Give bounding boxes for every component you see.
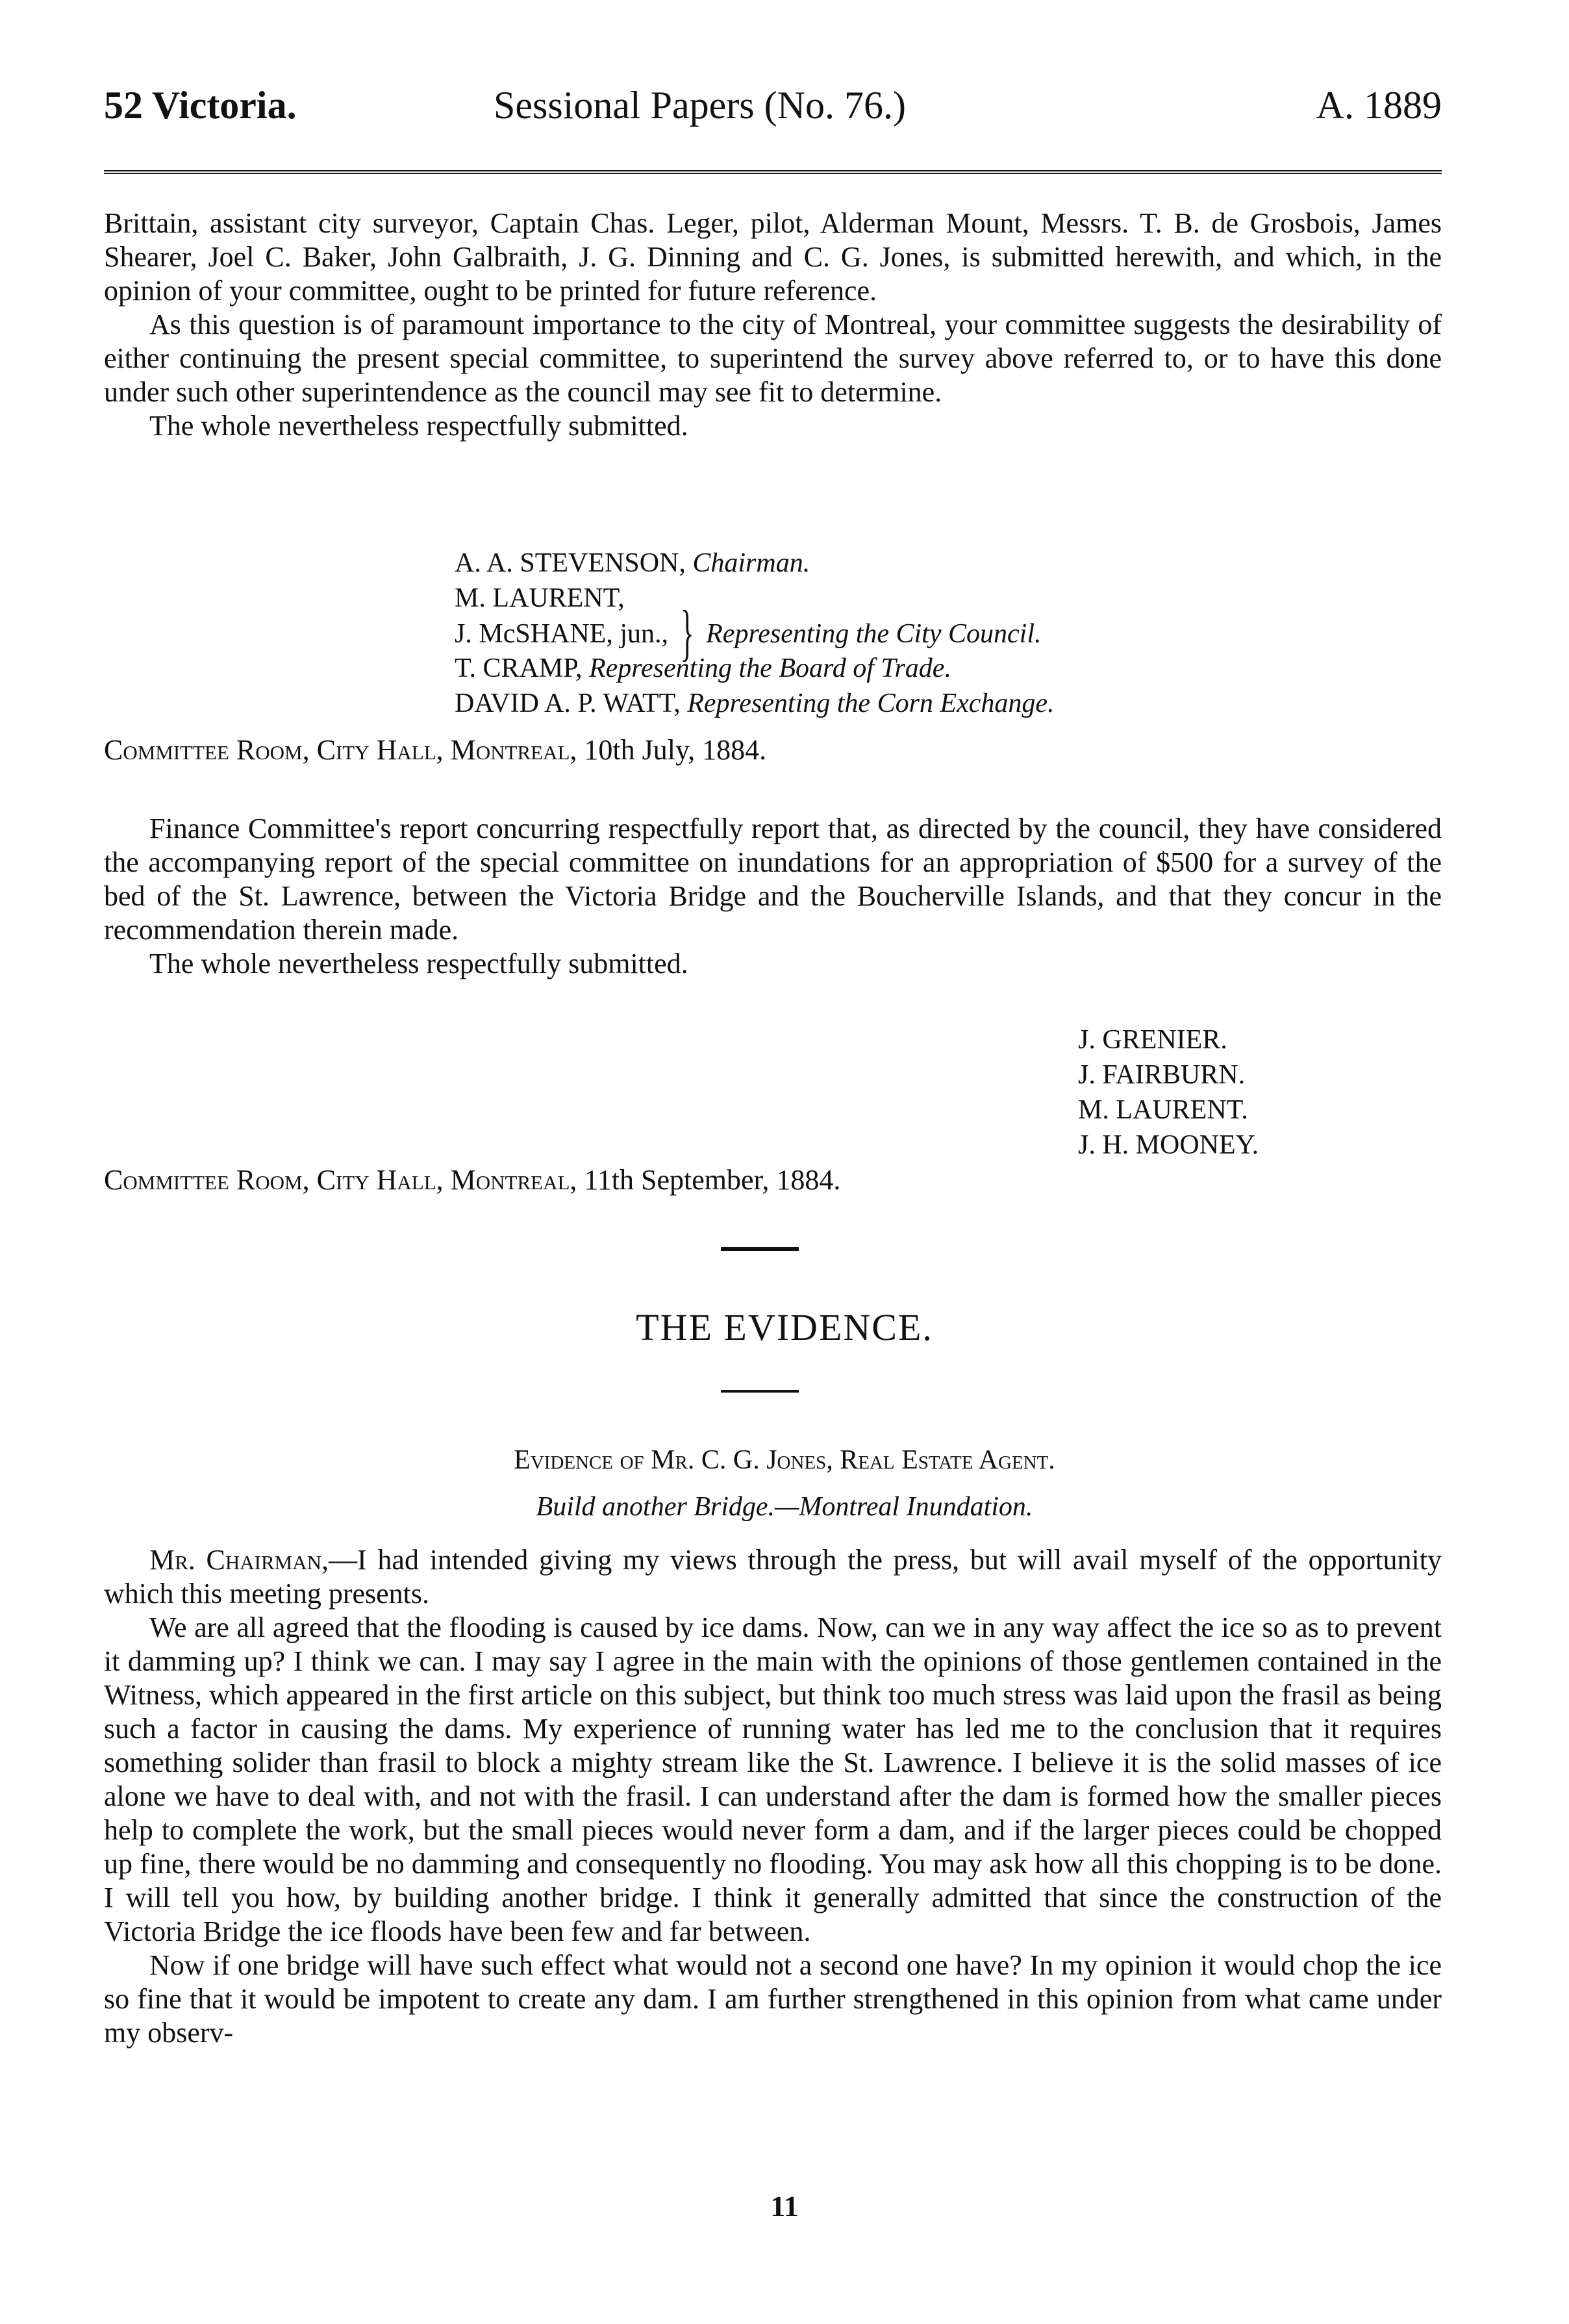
- header-rule: [104, 170, 1442, 174]
- signatory-name: J. H. MOONEY.: [1078, 1130, 1259, 1160]
- header-session: 52 Victoria.: [104, 84, 297, 127]
- report2-signatures: [1078, 1022, 1259, 1163]
- header-sessional-papers: Sessional Papers (No. 76.): [494, 84, 906, 127]
- signatory-name: J. FAIRBURN.: [1078, 1060, 1246, 1090]
- signatory-role: Chairman.: [692, 548, 810, 578]
- signatory-name: M. LAURENT.: [1078, 1095, 1248, 1125]
- header-year: A. 1889: [1316, 84, 1442, 127]
- signature-stevenson: [455, 547, 810, 579]
- signature-watt: [455, 687, 1055, 720]
- evidence-title: THE EVIDENCE.: [636, 1306, 933, 1348]
- report2-dateline: [104, 1164, 840, 1196]
- report2-body: [104, 812, 1442, 981]
- signature-laurent: [455, 582, 625, 614]
- signatory-role: Representing the Corn Exchange.: [687, 688, 1055, 718]
- section-divider: [721, 1247, 799, 1251]
- running-header: [104, 83, 1442, 142]
- evidence-subtitle: Evidence of Mr. C. G. Jones, Real Estate Agent.: [514, 1445, 1055, 1475]
- dateline-date: 10th July, 1884.: [584, 734, 767, 766]
- report1-closing: The whole nevertheless respectfully submitted.: [149, 410, 688, 442]
- brace-icon: }: [680, 598, 694, 668]
- signatory-name: T. CRAMP,: [455, 653, 583, 683]
- title-underline: [721, 1390, 799, 1393]
- signatory-name: J. GRENIER.: [1078, 1025, 1227, 1055]
- evidence-body: [104, 1543, 1442, 2050]
- evidence-paragraph-1: [104, 1543, 1442, 1611]
- signatory-role: Representing the Board of Trade.: [588, 653, 951, 683]
- signatory-role: Representing the City Council.: [706, 619, 1042, 649]
- dateline-place: Committee Room, City Hall, Montreal,: [104, 734, 577, 766]
- report2-paragraph-1: Finance Committee's report concurring respectfully report that, as directed by the council, they have considered the accompanying report of the special committee on inundations for an appropriation of $500 for a survey of the bed of the St. Lawrence, between the Victoria Bridge and the Boucherville Islands, and that they concur in the recommendation therein made.: [104, 813, 1442, 946]
- signatory-name: A. A. STEVENSON,: [455, 548, 686, 578]
- page-number: 11: [770, 2190, 799, 2223]
- dateline-date: 11th September, 1884.: [584, 1164, 841, 1196]
- report1-paragraph-1: Brittain, assistant city surveyor, Captain Chas. Leger, pilot, Alderman Mount, Messrs. T. B. de Grosbois, James Shearer, Joel C. Baker, John Galbraith, J. G. Dinning and C. G. Jones, is submitted herewith, and which, in the opinion of your committee, ought to be printed for future reference.: [104, 207, 1442, 307]
- report1-paragraph-2: As this question is of paramount importance to the city of Montreal, your committee suggests the desirability of either continuing the present special committee, to superintend the survey above referred to, or to have this done under such other superintendence as the council may see fit to determine.: [104, 309, 1442, 408]
- evidence-paragraph-3: Now if one bridge will have such effect what would not a second one have? In my opinion it would chop the ice so fine that it would be impotent to create any dam. I am further strengthened in this opinion from what came under my observ-: [104, 1949, 1442, 2049]
- signatory-name: J. McSHANE, jun.,: [455, 619, 669, 649]
- evidence-paragraph-2: We are all agreed that the flooding is caused by ice dams. Now, can we in any way affect the ice so as to prevent it damming up? I think we can. I may say I agree in the main with the opinions of those gentlemen contained in the Witness, which appeared in the first article on this subject, but think too much stress was laid upon the frasil as being such a factor in causing the dams. My experience of running water has led me to the conclusion that it requires something solider than frasil to block a mighty stream like the St. Lawrence. I believe it is the solid masses of ice alone we have to deal with, and not with the frasil. I can understand after the dam is formed how the smaller pieces help to complete the work, but the small pieces would never form a dam, and if the larger pieces could be chopped up fine, there would be no damming and consequently no flooding. You may ask how all this chopping is to be done. I will tell you how, by building another bridge. I think it generally admitted that since the construction of the Victoria Bridge the ice floods have been few and far between.: [104, 1611, 1442, 1947]
- report2-closing: The whole nevertheless respectfully submitted.: [149, 948, 688, 979]
- signatory-name: DAVID A. P. WATT,: [455, 688, 681, 718]
- dateline-place: Committee Room, City Hall, Montreal,: [104, 1164, 577, 1196]
- signature-cramp: [455, 652, 951, 685]
- report1-body: [104, 207, 1442, 443]
- evidence-subject: Build another Bridge.—Montreal Inundation.: [536, 1492, 1033, 1522]
- speaker-label: Mr. Chairman,: [149, 1544, 329, 1576]
- signatory-name: M. LAURENT,: [455, 583, 625, 613]
- report1-dateline: [104, 734, 766, 766]
- evidence-paragraph-1-text: —I had intended giving my views through the press, but will avail myself of the opportunity which this meeting presents.: [104, 1544, 1442, 1610]
